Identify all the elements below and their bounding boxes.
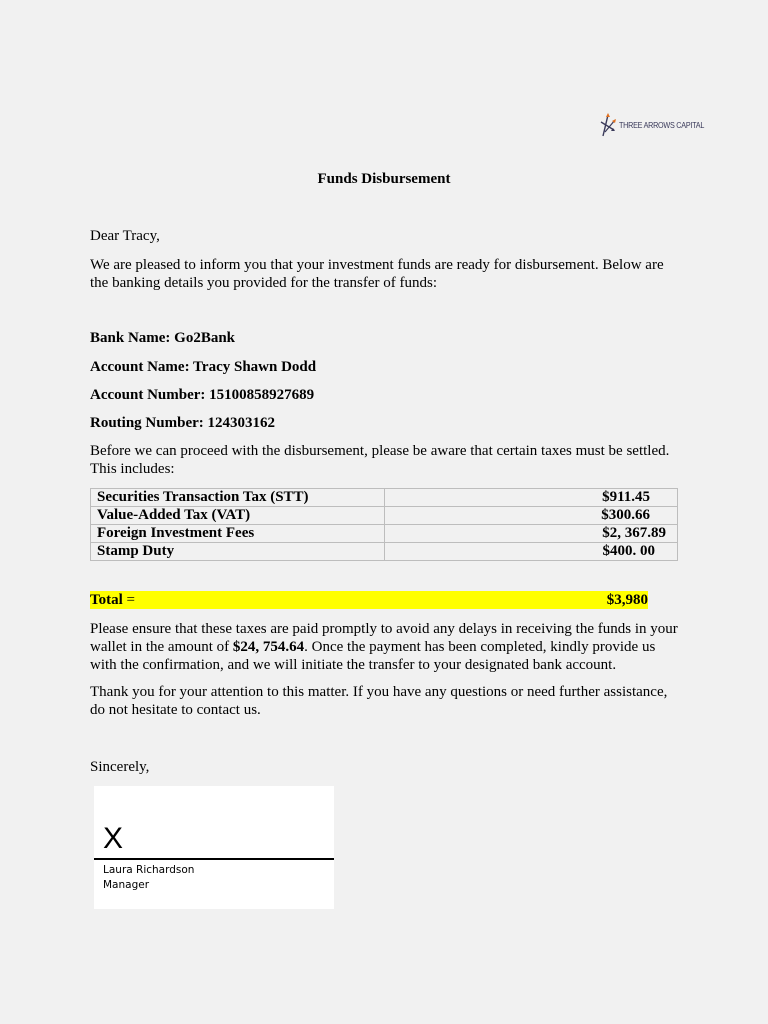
payment-amount: $24, 754.64 xyxy=(232,639,305,655)
taxes-intro-paragraph: Before we can proceed with the disbursement, please be aware that certain taxes must be settled. This includes: xyxy=(90,443,670,477)
tax-amount: $911.45 xyxy=(385,489,678,507)
signature-line xyxy=(94,858,334,860)
company-logo xyxy=(599,112,719,138)
tax-amount: $2, 367.89 xyxy=(385,525,678,543)
signature-box[interactable] xyxy=(94,786,334,909)
routing-number: Routing Number: 124303162 xyxy=(90,415,276,431)
signature-mark: X xyxy=(103,822,124,855)
signer-role: Manager xyxy=(103,879,150,891)
tax-label: Value-Added Tax (VAT) xyxy=(91,507,385,525)
taxes-table xyxy=(90,488,678,561)
tax-amount: $300.66 xyxy=(385,507,678,525)
bank-name: Bank Name: Go2Bank xyxy=(90,330,236,346)
account-number: Account Number: 15100858927689 xyxy=(90,387,315,403)
signer-name: Laura Richardson xyxy=(103,864,195,876)
tax-label: Securities Transaction Tax (STT) xyxy=(91,489,385,507)
table-row xyxy=(91,543,678,561)
total-label-group xyxy=(90,591,135,609)
payment-instructions-paragraph xyxy=(90,620,680,674)
intro-paragraph: We are pleased to inform you that your investment funds are ready for disbursement. Below are the banking details you provided for the transfer of funds: xyxy=(90,257,664,291)
total-label: Total xyxy=(90,592,123,608)
three-arrows-logo-icon xyxy=(599,112,617,138)
payment-text-before: Please ensure that these taxes are paid promptly to avoid any delays in receiving the funds in your wallet in the amount of xyxy=(90,621,678,655)
logo-text: THREE ARROWS CAPITAL xyxy=(619,120,705,130)
closing: Sincerely, xyxy=(90,759,150,775)
greeting: Dear Tracy, xyxy=(90,228,160,244)
thanks-paragraph: Thank you for your attention to this matter. If you have any questions or need further assistance, do not hesitate to contact us. xyxy=(90,684,668,718)
total-row xyxy=(90,591,648,609)
table-row xyxy=(91,525,678,543)
payment-text-after: . Once the payment has been completed, kindly provide us with the confirmation, and we will initiate the transfer to your designated bank account. xyxy=(90,639,656,673)
total-equals: = xyxy=(122,592,136,608)
tax-label: Stamp Duty xyxy=(91,543,385,561)
total-value: $3,980 xyxy=(606,592,648,608)
account-name: Account Name: Tracy Shawn Dodd xyxy=(90,359,317,375)
tax-label: Foreign Investment Fees xyxy=(91,525,385,543)
document-title: Funds Disbursement xyxy=(317,171,451,187)
tax-amount: $400. 00 xyxy=(385,543,678,561)
table-row xyxy=(91,507,678,525)
table-row xyxy=(91,489,678,507)
